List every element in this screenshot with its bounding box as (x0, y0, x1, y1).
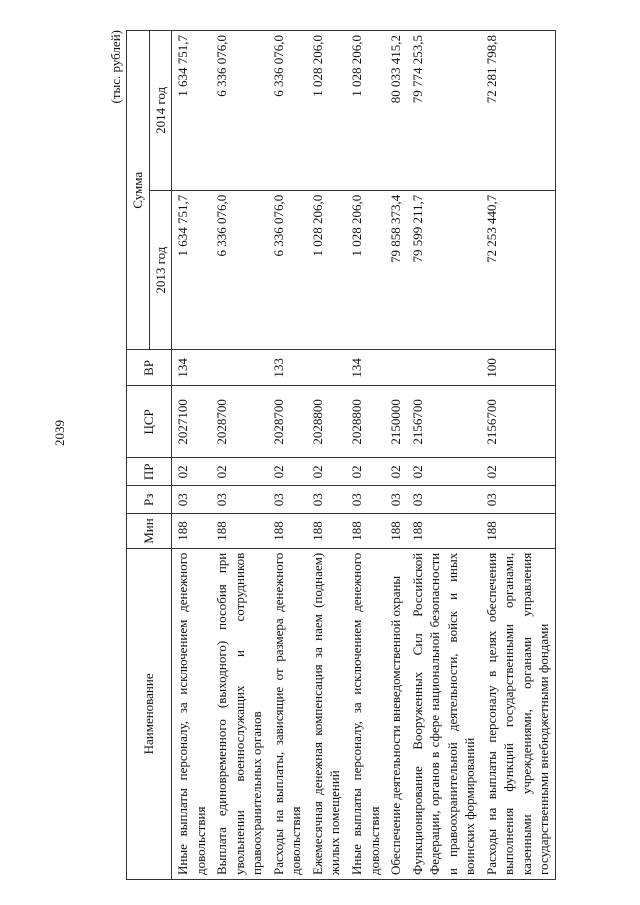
header-rz: Рз (127, 486, 172, 514)
table-row (307, 31, 346, 880)
row-min: 188 (211, 514, 268, 548)
table-row (481, 31, 556, 880)
table-row (211, 31, 268, 880)
row-name: Расходы на выплаты, зависящие от размера денежного довольствия (268, 548, 307, 879)
row-min: 188 (172, 514, 212, 548)
row-pr: 02 (268, 458, 307, 486)
row-min: 188 (307, 514, 346, 548)
row-min: 188 (268, 514, 307, 548)
row-pr: 02 (407, 458, 481, 486)
row-rz: 03 (211, 486, 268, 514)
row-csr: 2150000 (385, 386, 407, 458)
row-min: 188 (481, 514, 556, 548)
row-vr: 100 (481, 350, 556, 386)
header-year-2014: 2014 год (149, 31, 172, 191)
row-sum-2014: 1 028 206,0 (307, 31, 346, 191)
units-label: (тыс. рублей) (108, 30, 123, 104)
row-csr: 2156700 (481, 386, 556, 458)
row-sum-2013: 79 858 373,4 (385, 190, 407, 350)
row-pr: 02 (385, 458, 407, 486)
row-name: Ежемесячная денежная компенсация за наем (поднаем) жилых помещений (307, 548, 346, 879)
row-csr: 2156700 (407, 386, 481, 458)
row-min: 188 (346, 514, 385, 548)
row-sum-2013: 6 336 076,0 (211, 190, 268, 350)
row-sum-2014: 1 028 206,0 (346, 31, 385, 191)
row-vr (307, 350, 346, 386)
row-pr: 02 (307, 458, 346, 486)
rotated-table-area (110, 30, 600, 880)
row-vr: 133 (268, 350, 307, 386)
row-rz: 03 (385, 486, 407, 514)
row-rz: 03 (268, 486, 307, 514)
row-vr (407, 350, 481, 386)
row-sum-2014: 6 336 076,0 (211, 31, 268, 191)
row-rz: 03 (407, 486, 481, 514)
row-pr: 02 (346, 458, 385, 486)
row-name: Расходы на выплаты персоналу в целях обеспечения выполнения функций государственными органами, казенными учреждениями, органами управления государственными внебюджетными фондами (481, 548, 556, 879)
header-min: Мин (127, 514, 172, 548)
table-row (407, 31, 481, 880)
row-vr (211, 350, 268, 386)
row-vr (385, 350, 407, 386)
row-sum-2013: 72 253 440,7 (481, 190, 556, 350)
row-rz: 03 (346, 486, 385, 514)
row-csr: 2027100 (172, 386, 212, 458)
row-pr: 02 (172, 458, 212, 486)
table-row (172, 31, 212, 880)
row-pr: 02 (481, 458, 556, 486)
row-vr: 134 (172, 350, 212, 386)
row-pr: 02 (211, 458, 268, 486)
row-sum-2014: 80 033 415,2 (385, 31, 407, 191)
table-body (172, 31, 556, 880)
row-sum-2013: 1 028 206,0 (346, 190, 385, 350)
header-pr: ПР (127, 458, 172, 486)
row-rz: 03 (307, 486, 346, 514)
table-row (385, 31, 407, 880)
row-vr: 134 (346, 350, 385, 386)
row-min: 188 (385, 514, 407, 548)
header-csr: ЦСР (127, 386, 172, 458)
row-csr: 2028800 (346, 386, 385, 458)
row-name: Обеспечение деятельности вневедомственной охраны (385, 548, 407, 879)
header-year-2013: 2013 год (149, 190, 172, 350)
row-name: Иные выплаты персоналу, за исключением денежного довольствия (172, 548, 212, 879)
row-rz: 03 (481, 486, 556, 514)
page-number: 2039 (52, 420, 67, 446)
row-name: Выплата единовременного (выходного) пособия при увольнении военнослужащих и сотрудников правоохранительных органов (211, 548, 268, 879)
row-sum-2013: 79 599 211,7 (407, 190, 481, 350)
table-row (346, 31, 385, 880)
row-sum-2014: 1 634 751,7 (172, 31, 212, 191)
header-sum: Сумма (127, 31, 150, 350)
row-name: Функционирование Вооруженных Сил Российской Федерации, органов в сфере национальной безопасности и правоохранительной деятельности, войск и иных воинских формирований (407, 548, 481, 879)
row-sum-2014: 72 281 798,8 (481, 31, 556, 191)
row-sum-2013: 1 028 206,0 (307, 190, 346, 350)
row-csr: 2028700 (268, 386, 307, 458)
row-min: 188 (407, 514, 481, 548)
row-sum-2014: 79 774 253,5 (407, 31, 481, 191)
table-row (268, 31, 307, 880)
header-vr: ВР (127, 350, 172, 386)
header-name: Наименование (127, 548, 172, 879)
row-csr: 2028800 (307, 386, 346, 458)
row-sum-2013: 1 634 751,7 (172, 190, 212, 350)
row-sum-2014: 6 336 076,0 (268, 31, 307, 191)
row-name: Иные выплаты персоналу, за исключением денежного довольствия (346, 548, 385, 879)
budget-table (126, 30, 556, 880)
row-sum-2013: 6 336 076,0 (268, 190, 307, 350)
row-rz: 03 (172, 486, 212, 514)
row-csr: 2028700 (211, 386, 268, 458)
